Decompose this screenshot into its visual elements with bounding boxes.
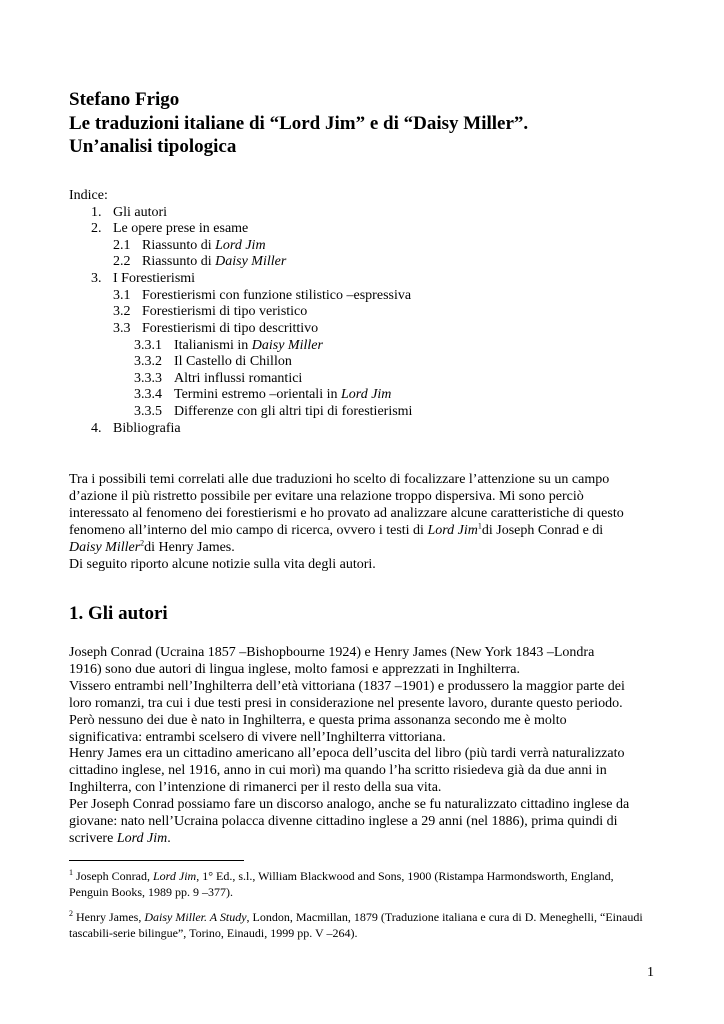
intro-text: fenomeno all’interno del mio campo di ricerca, ovvero i testi di [69, 522, 428, 538]
intro-line: interessato al fenomeno dei forestierismi e ho provato ad analizzare alcune caratteristiche di questo [69, 505, 624, 521]
title-line-3: Un’analisi tipologica [69, 136, 237, 157]
footnote-number: 2 [69, 909, 73, 918]
toc-item [134, 354, 292, 371]
document-title [69, 88, 528, 159]
intro-text: di Henry James. [144, 539, 235, 555]
body-line: cittadino inglese, nel 1916, anno in cui morì) ma quando l’ha scritto risiedeva già da due anni in [69, 763, 607, 779]
footnote-line: Penguin Books, 1989 pp. 9 –377). [69, 884, 234, 899]
toc-item-number: 3.3.2 [134, 354, 162, 369]
footnote-ref[interactable]: 1 [477, 521, 482, 531]
footnote-separator [69, 860, 244, 861]
toc-item-number: 3.3.4 [134, 387, 162, 402]
page-number: 1 [647, 965, 654, 980]
intro-line: Tra i possibili temi correlati alle due traduzioni ho scelto di focalizzare l’attenzione su un campo [69, 472, 610, 487]
toc-item-text: Italianismi in [174, 338, 252, 353]
footnote-1 [69, 869, 659, 900]
toc-item [113, 304, 307, 321]
footnote-line [69, 869, 659, 885]
toc-heading: Indice: [69, 188, 108, 203]
work-title: Lord Jim [153, 869, 197, 883]
work-title: Lord Jim [427, 522, 478, 538]
footnote-text: , 1° Ed., s.l., William Blackwood and Sons, 1900 (Ristampa Harmondsworth, England, [196, 869, 614, 883]
toc-item-text: Il Castello di Chillon [174, 354, 292, 369]
toc-item-number: 4. [91, 421, 102, 436]
body-text: . [167, 830, 171, 846]
intro-line: d’azione il più ristretto possibile per evitare una relazione troppo dispersiva. Mi sono perciò [69, 488, 584, 504]
toc-item-number: 3.3 [113, 321, 131, 336]
toc-item [113, 254, 286, 271]
toc-item [91, 271, 195, 288]
body-line: Inghilterra, con l’intenzione di rimanerci per il resto della sua vita. [69, 780, 442, 796]
toc-item-number: 3.3.1 [134, 338, 162, 353]
section-heading: 1. Gli autori [69, 603, 168, 624]
section-paragraph [69, 645, 659, 848]
body-line [69, 831, 659, 848]
toc-item-number: 3.3.3 [134, 371, 162, 386]
toc-item [113, 238, 266, 255]
body-line: loro romanzi, tra cui i due testi presi in considerazione nel presente lavoro, durante questo periodo. [69, 695, 623, 711]
toc-item [113, 321, 318, 338]
toc-item-text: Bibliografia [113, 421, 181, 436]
footnote-2 [69, 910, 659, 941]
toc-item [134, 387, 391, 404]
toc-item-text: Forestierismi con funzione stilistico –espressiva [142, 288, 412, 303]
work-title: Daisy Miller. A Study [144, 910, 247, 924]
toc-item [91, 421, 181, 438]
body-line: Però nessuno dei due è nato in Inghilterra, e questa prima assonanza secondo me è molto [69, 712, 567, 728]
toc-item-text: Gli autori [113, 205, 168, 220]
footnote-ref[interactable]: 2 [140, 537, 145, 547]
intro-paragraph [69, 472, 659, 573]
body-line: Joseph Conrad (Ucraina 1857 –Bishopbourne 1924) e Henry James (New York 1843 –Londra [69, 645, 595, 660]
toc-item-number: 2. [91, 221, 102, 236]
toc-item [134, 404, 412, 421]
toc-item [91, 205, 167, 222]
toc-item-text: Forestierismi di tipo veristico [142, 304, 308, 319]
toc-item-title: Lord Jim [215, 238, 266, 253]
intro-line [69, 537, 659, 557]
author-name: Stefano Frigo [69, 89, 180, 110]
footnote-number: 1 [69, 868, 73, 877]
footnote-line [69, 910, 659, 926]
toc-item [134, 338, 323, 355]
body-line: significativa: entrambi scelsero di vivere nell’Inghilterra vittoriana. [69, 729, 446, 745]
toc-item-title: Daisy Miller [215, 254, 287, 269]
body-line: Per Joseph Conrad possiamo fare un discorso analogo, anche se fu naturalizzato cittadino inglese da [69, 797, 630, 813]
body-line: Vissero entrambi nell’Inghilterra dell’età vittoriana (1837 –1901) e produssero la maggior parte dei [69, 678, 625, 694]
toc-item-title: Lord Jim [340, 387, 392, 402]
toc-item [134, 371, 302, 388]
toc-item-number: 3.3.5 [134, 404, 162, 419]
intro-line [69, 523, 659, 540]
toc-item-text: Termini estremo –orientali in [174, 387, 341, 402]
toc-item-text: Differenze con gli altri tipi di forestierismi [174, 404, 413, 419]
body-line: 1916) sono due autori di lingua inglese, molto famosi e apprezzati in Inghilterra. [69, 661, 520, 677]
toc-item-number: 3.1 [113, 288, 131, 303]
toc-item-number: 2.2 [113, 254, 131, 269]
intro-text: di Joseph Conrad e di [481, 522, 604, 538]
toc-item-number: 1. [91, 205, 102, 220]
body-line: Henry James era un cittadino americano all’epoca dell’uscita del libro (più tardi verrà naturalizzato [69, 746, 625, 762]
toc-item-text: Riassunto di [142, 254, 216, 269]
toc-item-text: Le opere prese in esame [113, 221, 249, 236]
intro-line: Di seguito riporto alcune notizie sulla vita degli autori. [69, 556, 376, 572]
toc-item-text: Forestierismi di tipo descrittivo [142, 321, 319, 336]
toc-item-number: 3. [91, 271, 102, 286]
body-line: giovane: nato nell’Ucraina polacca divenne cittadino inglese a 29 anni (nel 1886), prima quindi di [69, 814, 618, 830]
toc-item-text: Altri influssi romantici [174, 371, 303, 386]
toc-item-text: I Forestierismi [113, 271, 196, 286]
work-title: Lord Jim [116, 830, 168, 846]
toc-item [113, 288, 411, 305]
toc-item-text: Riassunto di [142, 238, 216, 253]
footnote-text: , London, Macmillan, 1879 (Traduzione italiana e cura di D. Meneghelli, “Einaudi [246, 910, 643, 924]
footnote-line: tascabili-serie bilingue”, Torino, Einaudi, 1999 pp. V –264). [69, 925, 358, 940]
toc-item-number: 2.1 [113, 238, 131, 253]
work-title: Daisy Miller [69, 539, 141, 555]
title-line-2: Le traduzioni italiane di “Lord Jim” e di “Daisy Miller”. [69, 112, 529, 134]
footnote-text: Joseph Conrad, [73, 869, 153, 883]
toc-item-title: Daisy Miller [251, 338, 323, 353]
toc-item [91, 221, 248, 238]
body-text: scrivere [69, 830, 117, 846]
footnote-text: Henry James, [73, 910, 145, 924]
toc-item-number: 3.2 [113, 304, 131, 319]
